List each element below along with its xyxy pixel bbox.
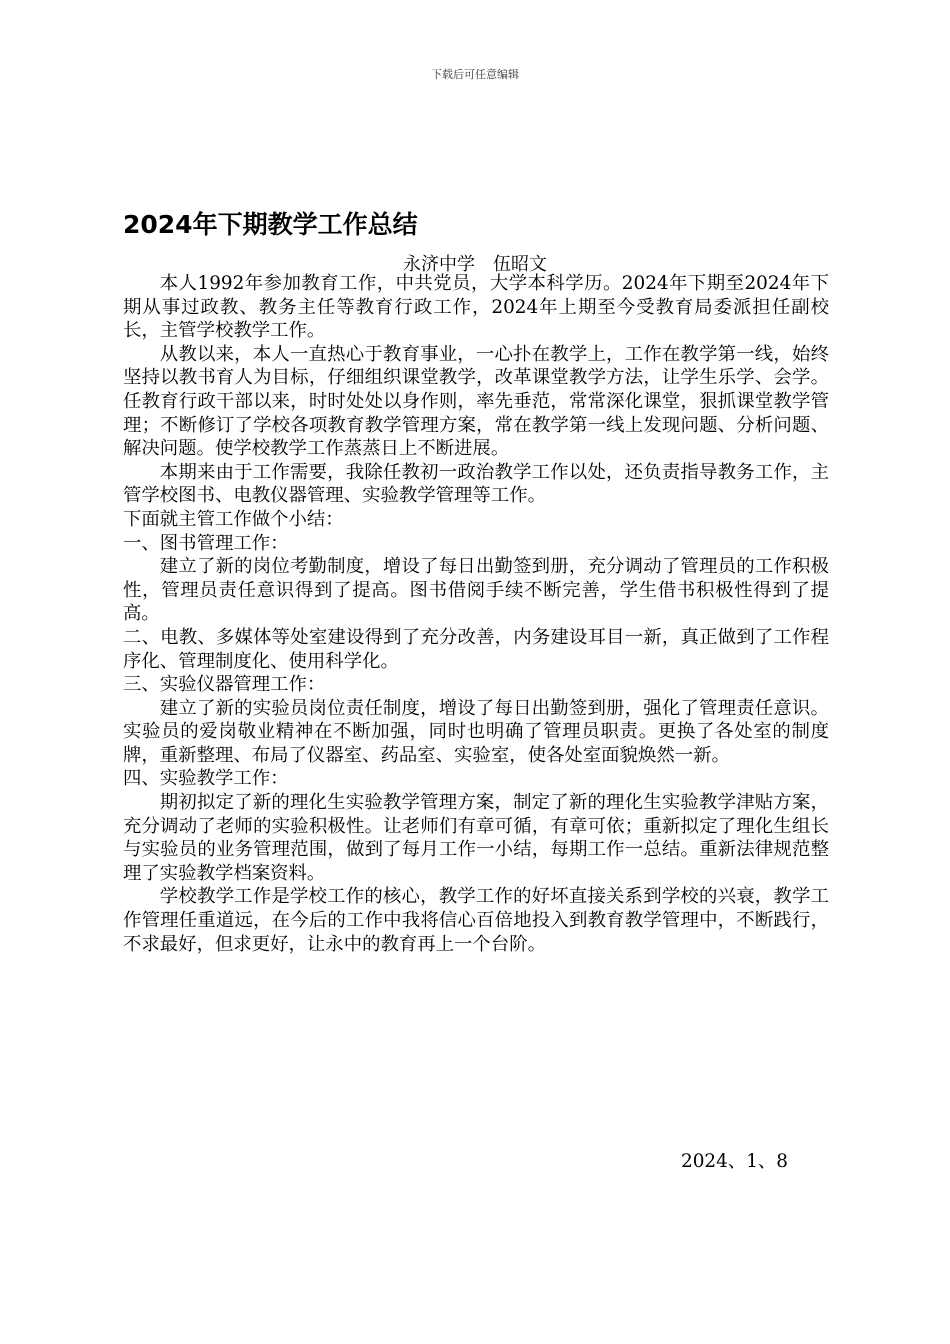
header-note: 下载后可任意编辑 — [431, 68, 519, 81]
paragraph: 期初拟定了新的理化生实验教学管理方案，制定了新的理化生实验教学津贴方案，充分调动了老师的实验积极性。让老师们有章可循，有章可依；重新拟定了理化生组长与实验员的业务管理范围，做到了每月工作一小结，每期工作一总结。重新法律规范整理了实验教学档案资料。 — [123, 792, 829, 884]
paragraph: 建立了新的岗位考勤制度，增设了每日出勤签到册，充分调动了管理员的工作积极性，管理员责任意识得到了提高。图书借阅手续不断完善，学生借书积极性得到了提高。 — [123, 556, 829, 625]
paragraph: 三、实验仪器管理工作： — [123, 674, 326, 696]
paragraph: 建立了新的实验员岗位责任制度，增设了每日出勤签到册，强化了管理责任意识。实验员的爱岗敬业精神在不断加强，同时也明确了管理员职责。更换了各处室的制度牌，重新整理、布局了仪器室、药品室、实验室，使各处室面貌焕然一新。 — [123, 697, 829, 766]
paragraph: 本期来由于工作需要，我除任教初一政治教学工作以处，还负责指导教务工作，主管学校图书、电教仪器管理、实验教学管理等工作。 — [123, 461, 829, 507]
paragraph: 四、实验教学工作： — [123, 768, 289, 790]
paragraph: 本人1992年参加教育工作，中共党员，大学本科学历。2024年下期至2024年下期从事过政教、教务主任等教育行政工作，2024年上期至今受教育局委派担任副校长，主管学校教学工作。 — [123, 273, 829, 342]
paragraph: 从教以来，本人一直热心于教育事业，一心扑在教学上，工作在教学第一线，始终坚持以教书育人为目标，仔细组织课堂教学，改革课堂教学方法，让学生乐学、会学。任教育行政干部以来，时时处处以身作则，率先垂范，常常深化课堂，狠抓课堂教学管理；不断修订了学校各项教育教学管理方案，常在教学第一线上发现问题、分析问题、解决问题。使学校教学工作蒸蒸日上不断进展。 — [123, 343, 829, 460]
document-date: 2024、1、8 — [681, 1151, 788, 1172]
paragraph: 二、电教、多媒体等处室建设得到了充分改善，内务建设耳目一新，真正做到了工作程序化、管理制度化、使用科学化。 — [123, 626, 829, 672]
document-title: 2024年下期教学工作总结 — [123, 210, 418, 239]
author-line: 永济中学 伍昭文 — [403, 254, 547, 275]
paragraph: 一、图书管理工作： — [123, 532, 289, 554]
document-body — [123, 272, 829, 956]
paragraph: 学校教学工作是学校工作的核心，教学工作的好坏直接关系到学校的兴衰，教学工作管理任重道远，在今后的工作中我将信心百倍地投入到教育教学管理中，不断践行，不求最好，但求更好，让永中的教育再上一个台阶。 — [123, 886, 829, 955]
paragraph: 下面就主管工作做个小结： — [123, 508, 344, 530]
